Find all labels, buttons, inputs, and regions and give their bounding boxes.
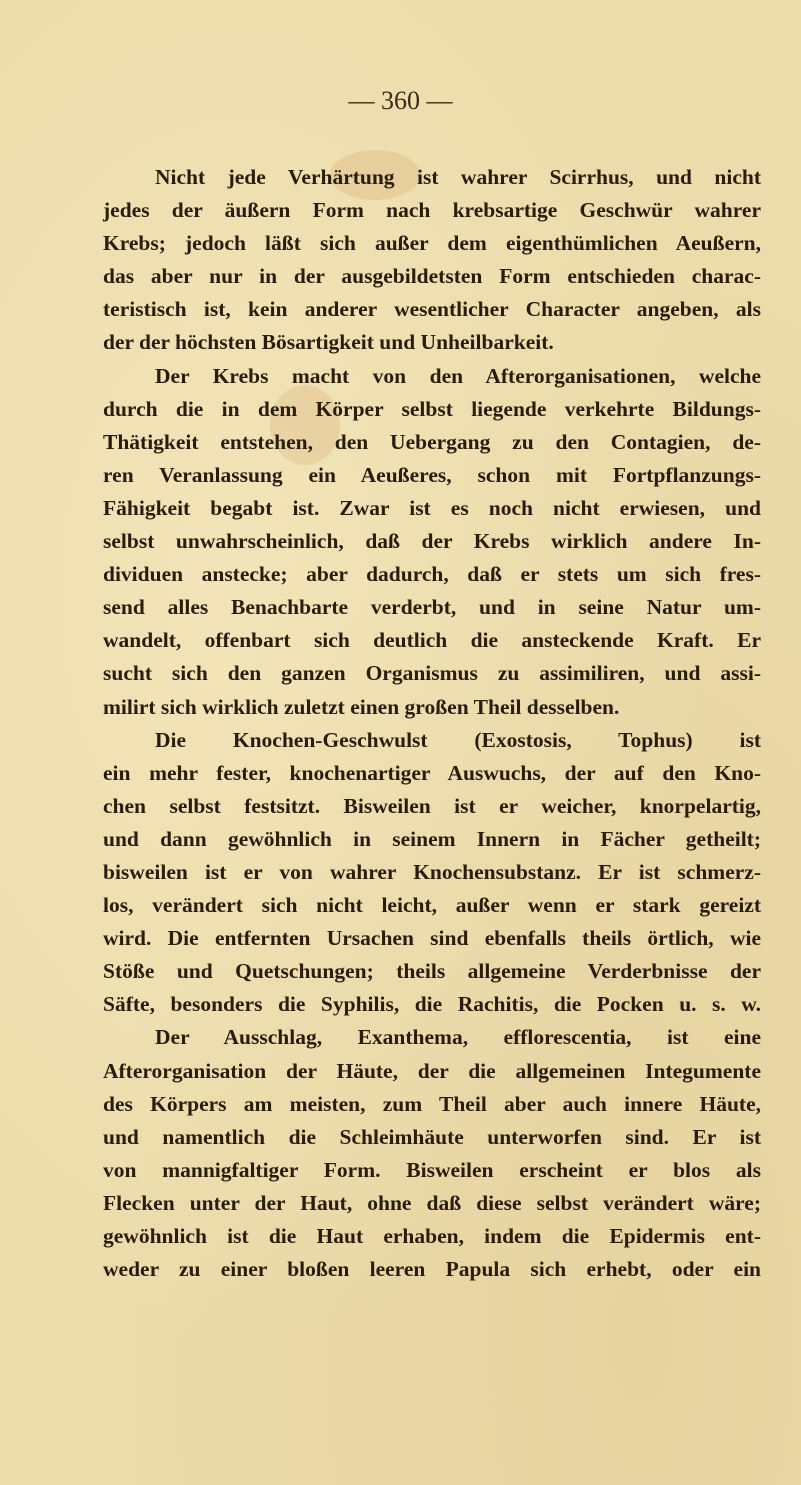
text-line: das aber nur in der ausgebildetsten Form entschieden charac- [103,264,761,289]
text-line: teristisch ist, kein anderer wesentlicher Character angeben, als [103,297,761,322]
text-line: chen selbst festsitzt. Bisweilen ist er weicher, knorpelartig, [103,793,761,818]
text-line: und dann gewöhnlich in seinem Innern in Fächer getheilt; [103,826,761,851]
text-line: weder zu einer bloßen leeren Papula sich erhebt, oder ein [103,1257,761,1282]
text-line: Nicht jede Verhärtung ist wahrer Scirrhus, und nicht [155,165,761,189]
text-line: von mannigfaltiger Form. Bisweilen erscheint er blos als [103,1157,761,1182]
text-line: Flecken unter der Haut, ohne daß diese selbst verändert wäre; [103,1190,761,1215]
text-line: des Körpers am meisten, zum Theil aber auch innere Häute, [103,1091,761,1116]
text-line: bisweilen ist er von wahrer Knochensubstanz. Er ist schmerz- [103,859,761,884]
text-line: selbst unwahrscheinlich, daß der Krebs wirklich andere In- [103,529,761,554]
text-line: wandelt, offenbart sich deutlich die ansteckende Kraft. Er [103,628,761,653]
text-line: sucht sich den ganzen Organismus zu assimiliren, und assi- [103,661,761,686]
text-line: Krebs; jedoch läßt sich außer dem eigenthümlichen Aeußern, [103,231,761,256]
text-line: Thätigkeit entstehen, den Uebergang zu den Contagien, de- [103,429,761,454]
text-line: dividuen anstecke; aber dadurch, daß er stets um sich fres- [103,562,761,587]
text-line: Die Knochen-Geschwulst (Exostosis, Tophus) ist [155,727,761,752]
text-line: Der Ausschlag, Exanthema, efflorescentia, ist eine [155,1025,761,1050]
page-number: — 360 — [348,86,453,115]
text-line: Afterorganisation der Häute, der die allgemeinen Integumente [103,1058,761,1083]
text-line: wird. Die entfernten Ursachen sind ebenfalls theils örtlich, wie [103,926,761,951]
text-line: Fähigkeit begabt ist. Zwar ist es noch nicht erwiesen, und [103,495,761,520]
text-line: Stöße und Quetschungen; theils allgemeine Verderbnisse der [103,959,761,984]
body-text [103,161,761,1286]
text-line: ren Veranlassung ein Aeußeres, schon mit Fortpflanzungs- [103,462,761,487]
text-line: Säfte, besonders die Syphilis, die Rachitis, die Pocken u. s. w. [103,992,761,1017]
text-line: der der höchsten Bösartigkeit und Unheilbarkeit. [103,330,554,355]
text-line: jedes der äußern Form nach krebsartige Geschwür wahrer [103,198,761,223]
text-line: milirt sich wirklich zuletzt einen großen Theil desselben. [103,694,620,719]
text-line: durch die in dem Körper selbst liegende verkehrte Bildungs- [103,396,761,421]
text-line: gewöhnlich ist die Haut erhaben, indem die Epidermis ent- [103,1224,761,1248]
text-line: los, verändert sich nicht leicht, außer wenn er stark gereizt [103,893,761,918]
text-line: und namentlich die Schleimhäute unterworfen sind. Er ist [103,1124,761,1149]
text-line: send alles Benachbarte verderbt, und in seine Natur um- [103,595,761,620]
text-line: Der Krebs macht von den Afterorganisationen, welche [155,363,761,388]
text-line: ein mehr fester, knochenartiger Auswuchs, der auf den Kno- [103,760,761,785]
